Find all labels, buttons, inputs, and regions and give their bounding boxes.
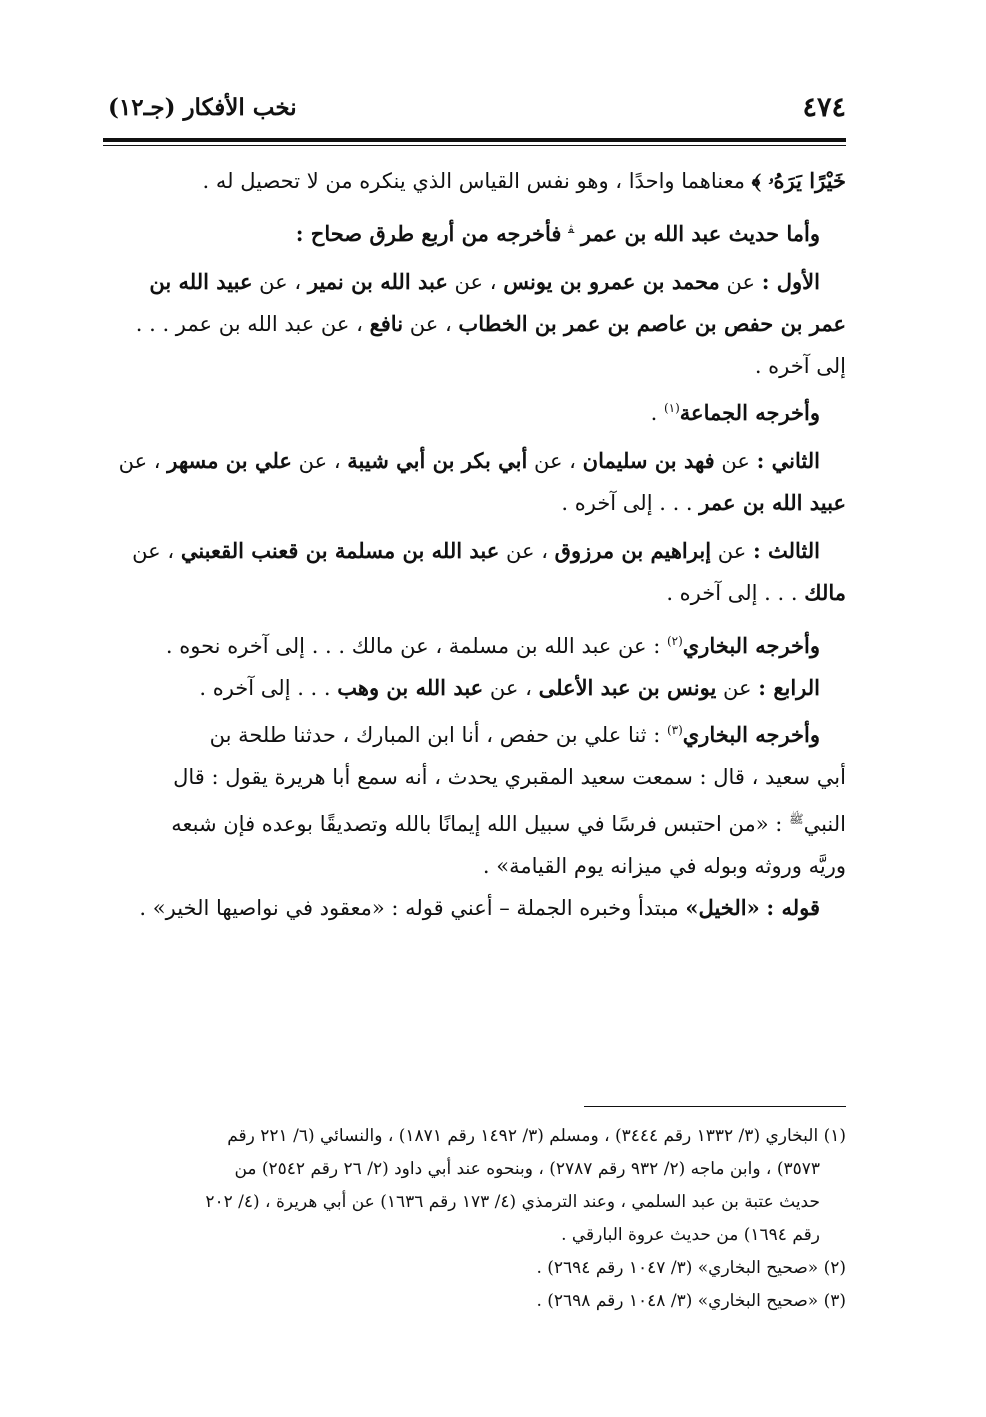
text-line: أبي سعيد ، قال : سمعت سعيد المقبري يحدث ، أنه سمع أبا هريرة يقول : قال bbox=[173, 765, 846, 789]
text-line: مالك . . . إلى آخره . bbox=[666, 580, 846, 605]
text-line: النبي$^ﷺ$ : «من احتبس فرسًا في سبيل الله إيمانًا بالله وتصديقًا بوعده فإن شبعه bbox=[171, 812, 846, 836]
book-title: نخب الأفكار (جـ١٢) bbox=[108, 94, 297, 121]
honorific-glyph: ﭭ bbox=[568, 222, 575, 236]
text-line: إلى آخره . bbox=[754, 354, 846, 378]
footnote-ref: (٢) bbox=[666, 634, 683, 648]
takhrij-line: وأخرجه البخاري$^{(٣)}$ : ثنا علي بن حفص ، أنا ابن المبارك ، حدثنا طلحة بن bbox=[209, 722, 820, 747]
text-line: عبيد الله بن عمر . . . إلى آخره . bbox=[561, 490, 846, 515]
footnote-1-cont: رقم ١٦٩٤) من حديث عروة البارقي . bbox=[561, 1225, 820, 1245]
isnad-second: الثاني : عن فهد بن سليمان ، عن أبي بكر بن أبي شيبة ، عن علي بن مسهر ، عن bbox=[118, 448, 820, 473]
page-header bbox=[108, 92, 846, 132]
header-rule-thin bbox=[103, 145, 846, 146]
footnote-2: (٢) «صحيح البخاري» (٣/ ١٠٤٧ رقم ٢٦٩٤) . bbox=[536, 1258, 846, 1278]
takhrij-line: وأخرجه الجماعة$^{(١)}$ . bbox=[650, 400, 820, 425]
text-line: عمر بن حفص بن عاصم بن عمر بن الخطاب ، عن نافع ، عن عبد الله بن عمر . . . bbox=[135, 311, 846, 336]
text-line: وأما حديث عبد الله بن عمر $^ﭭ$ فأخرجه من أربع طرق صحاح : bbox=[295, 221, 820, 246]
footnote-1-cont: حديث عتبة بن عبد السلمي ، وعند الترمذي (٤/ ١٧٣ رقم ١٦٣٦) عن أبي هريرة ، (٤/ ٢٠٢ bbox=[205, 1192, 820, 1212]
page-number: ٤٧٤ bbox=[802, 92, 846, 123]
header-rule-thick bbox=[103, 138, 846, 142]
footnotes bbox=[103, 1120, 846, 1318]
text-line: خَيْرًا يَرَهُۥ ﴾ معناهما واحدًا ، وهو نفس القياس الذي ينكره من لا تحصيل له . bbox=[202, 168, 846, 193]
quran-verse: خَيْرًا يَرَهُۥ ﴾ bbox=[751, 168, 846, 193]
commentary-line: قوله : «الخيل» مبتدأ وخبره الجملة – أعني قوله : «معقود في نواصيها الخير» . bbox=[139, 895, 820, 920]
footnote-3: (٣) «صحيح البخاري» (٣/ ١٠٤٨ رقم ٢٦٩٨) . bbox=[536, 1291, 846, 1311]
footnote-1: (١) البخاري (٣/ ١٣٣٢ رقم ٣٤٤٤) ، ومسلم (٣/ ١٤٩٢ رقم ١٨٧١) ، والنسائي (٦/ ٢٢١ رقم bbox=[227, 1126, 846, 1146]
footnote-ref: (٣) bbox=[666, 723, 683, 737]
footnote-separator bbox=[584, 1106, 846, 1107]
isnad-fourth: الرابع : عن يونس بن عبد الأعلى ، عن عبد الله بن وهب . . . إلى آخره . bbox=[199, 675, 820, 700]
honorific-glyph: ﷺ bbox=[789, 812, 804, 826]
takhrij-line: وأخرجه البخاري$^{(٢)}$ : عن عبد الله بن مسلمة ، عن مالك . . . إلى آخره نحوه . bbox=[165, 633, 820, 658]
footnote-ref: (١) bbox=[663, 401, 680, 415]
text-line: وريَّه وروثه وبوله في ميزانه يوم القيامة» . bbox=[482, 854, 846, 878]
main-text bbox=[103, 160, 846, 929]
footnote-1-cont: ٣٥٧٣) ، وابن ماجه (٢/ ٩٣٢ رقم ٢٧٨٧) ، وبنحوه عند أبي داود (٢/ ٢٦ رقم ٢٥٤٢) من bbox=[234, 1159, 820, 1179]
isnad-third: الثالث : عن إبراهيم بن مرزوق ، عن عبد الله بن مسلمة بن قعنب القعبني ، عن bbox=[132, 538, 820, 563]
isnad-first: الأول : عن محمد بن عمرو بن يونس ، عن عبد الله بن نمير ، عن عبيد الله بن bbox=[149, 269, 820, 294]
